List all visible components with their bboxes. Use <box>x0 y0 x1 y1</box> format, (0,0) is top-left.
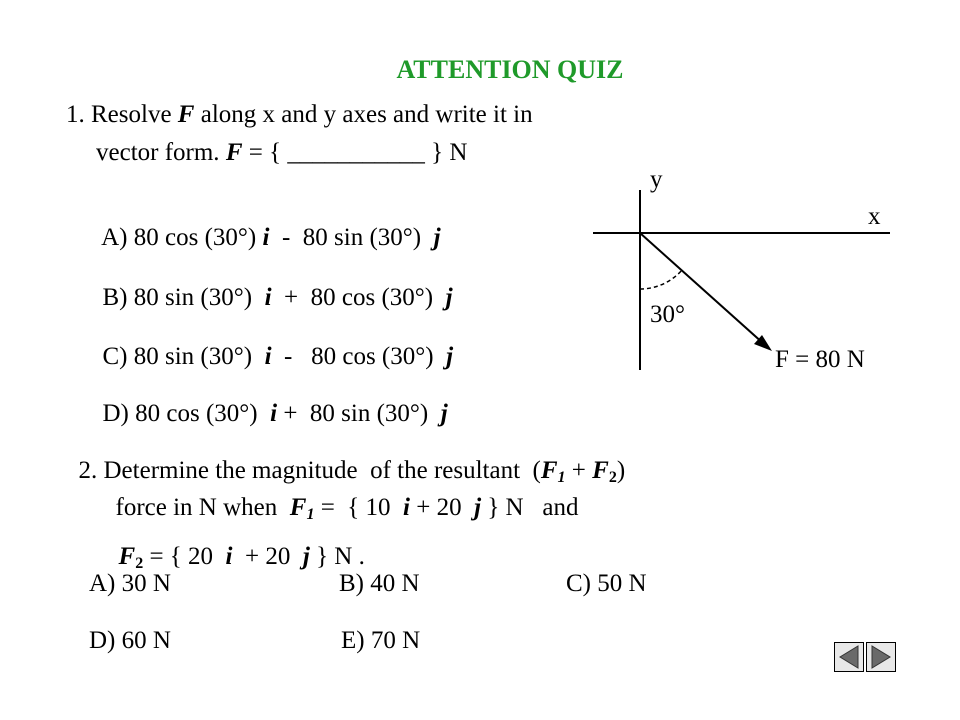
previous-slide-button[interactable] <box>834 642 864 672</box>
q1-option-a[interactable]: A) 80 cos (30°) i - 80 sin (30°) j <box>101 224 441 251</box>
q2-option-d[interactable]: D) 60 N <box>89 627 171 654</box>
q2-option-c[interactable]: C) 50 N <box>566 570 647 597</box>
q2-option-a[interactable]: A) 30 N <box>89 570 171 597</box>
angle-arc <box>640 270 682 289</box>
angle-label: 30° <box>650 301 685 328</box>
q2-line1: 2. Determine the magnitude of the resultant $(F_1 + F_2)$ <box>78 457 626 486</box>
q2-line2: force in N when $F_1$ = { 10 i + 20 j } N and <box>115 494 579 523</box>
q2-option-b[interactable]: B) 40 N <box>339 570 420 597</box>
next-slide-button[interactable] <box>866 642 896 672</box>
q1-option-d[interactable]: D) 80 cos (30°) i + 80 sin (30°) j <box>102 400 448 427</box>
q1-option-b[interactable]: B) 80 sin (30°) i + 80 cos (30°) j <box>102 284 453 311</box>
x-axis-label: x <box>868 203 881 230</box>
triangle-right-icon <box>867 643 895 671</box>
q1-option-c[interactable]: C) 80 sin (30°) i - 80 cos (30°) j <box>102 343 454 370</box>
q2-option-e[interactable]: E) 70 N <box>341 627 421 654</box>
q1-line2: vector form. F = { ___________ } N <box>96 139 468 166</box>
y-axis-label: y <box>650 166 663 193</box>
slide-title: ATTENTION QUIZ <box>396 55 624 84</box>
triangle-left-icon <box>835 643 863 671</box>
q2-line3: $F_2$ = { 20 i + 20 j } N . <box>118 543 365 572</box>
q1-line1: 1. Resolve F along x and y axes and write it in <box>66 101 533 128</box>
force-label: F = 80 N <box>775 346 865 373</box>
